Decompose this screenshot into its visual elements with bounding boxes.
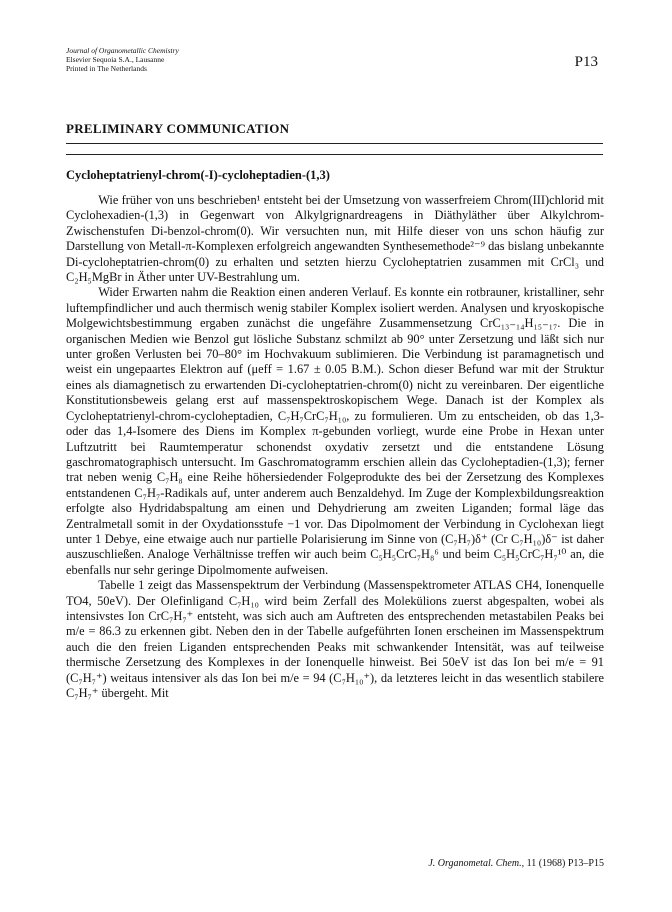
page-number: P13 — [574, 54, 598, 70]
body-paragraph-2: Wider Erwarten nahm die Reaktion einen anderen Verlauf. Es konnte ein rotbrauner, kristalliner, sehr luftempfindlicher und auch thermisch wenig stabiler Komplex isoliert werden. Analysen und kryoskopische Molgewichtsbestimmung ergaben zunächst die ungefähre Zusammensetzung CrC₁₃₋₁₄H₁₅₋₁₇. Die in organischen Medien wie Benzol gut lösliche Substanz schmilzt ab 90° unter Zersetzung und läßt sich nur unter großen Verlusten bei 70–80° im Hochvakuum sublimieren. Die Verbindung ist paramagnetisch und weist ein ungepaartes Elektron auf (μeff = 1.67 ± 0.05 B.M.). Schon dieser Befund war mit der Struktur eines als diamagnetisch zu erwartenden Di-cycloheptatrien-chrom(0) nicht zu vereinbaren. Der eigentliche Konstitutionsbeweis gelang erst auf massenspektroskopischem Wege. Danach ist der Komplex als Cycloheptatrienyl-chrom-cycloheptadien, C₇H₇CrC₇H₁₀, zu formulieren. Um zu entscheiden, ob das 1,3- oder das 1,4-Isomere des Diens im Komplex π-gebunden vorliegt, wurde eine Probe in Hexan unter Luftzutritt bei Raumtemperatur schonendst oxydativ zersetzt und die entstandene Lösung gaschromatographisch untersucht. Im Gaschromatogramm erschien allein das Cycloheptadien-(1,3); ferner trat neben wenig C₇H₈ eine Reihe höhersiedender Folgeprodukte des bei der Zersetzung des Komplexes entstandenen C₇H₇-Radikals auf, unter anderem auch Benzaldehyd. Im Zuge der Komplexbildungsreaktion erfolgte also Hydridabspaltung am einen und Dehydrierung am zweiten Liganden; formal läge das Zentralmetall somit in der Oxydationsstufe −1 vor. Das Dipolmoment der Verbindung in Cyclohexan liegt unter 1 Debye, eine etwaige auch nur partielle Polarisierung im Sinne von (C₇H₇)δ⁺ (Cr C₇H₁₀)δ⁻ ist daher auszuschließen. Analoge Verhältnisse treffen wir auch beim C₅H₅CrC₇H₈⁶ und beim C₅H₅CrC₇H₇¹⁰ an, die ebenfalls nur sehr geringe Dipolmomente aufweisen. — [66, 285, 604, 577]
publisher-line: Elsevier Sequoia S.A., Lausanne — [66, 55, 165, 64]
citation-footer — [428, 858, 604, 869]
footer-journal: J. Organometal. Chem., — [428, 858, 525, 869]
journal-header — [66, 46, 179, 73]
article-body — [66, 193, 604, 701]
bottom-rule — [66, 154, 603, 155]
body-paragraph-1: Wie früher von uns beschrieben¹ entsteht bei der Umsetzung von wasserfreiem Chrom(III)chlorid mit Cyclohexadien-(1,3) in Gegenwart von Alkylgrignardreagens in Diäthyläther über Alkylchrom-Zwischenstufen Di-benzol-chrom(0). Wir versuchten nun, mit Hilfe dieser von uns schon häufig zur Darstellung von Metall-π-Komplexen erfolgreich angewandten Synthesemethode²⁻⁹ das bislang unbekannte Di-cycloheptatrien-chrom(0) zu erhalten und setzten hierzu Cycloheptatrien zusammen mit CrCl₃ und C₂H₅MgBr in Äther unter UV-Bestrahlung um. — [66, 193, 604, 285]
article-title: Cycloheptatrienyl-chrom(-I)-cycloheptadien-(1,3) — [66, 168, 330, 182]
journal-name: Journal of Organometallic Chemistry — [66, 46, 179, 55]
section-title: PRELIMINARY COMMUNICATION — [66, 121, 290, 136]
footer-citation: 11 (1968) P13–P15 — [526, 858, 604, 869]
body-paragraph-3: Tabelle 1 zeigt das Massenspektrum der Verbindung (Massenspektrometer ATLAS CH4, Ionenquelle TO4, 50eV). Der Olefinligand C₇H₁₀ wird beim Zerfall des Molekülions zuerst abgespalten, wobei als intensivstes Ion CrC₇H₇⁺ entsteht, was sich auch am Auftreten des entsprechenden metastabilen Peaks bei m/e = 86.3 zu erkennen gibt. Neben den in der Tabelle aufgeführten Ionen erscheinen im Massenspektrum auch die den freien Liganden entsprechenden Peaks mit schwankender Intensität, was auf teilweise thermische Zersetzung des Komplexes in der Ionenquelle hinweist. Bei 50eV ist das Ion bei m/e = 91 (C₇H₇⁺) weitaus intensiver als das Ion bei m/e = 94 (C₇H₁₀⁺), da letzteres leicht in das wesentlich stabilere C₇H₇⁺ übergeht. Mit — [66, 578, 604, 700]
printed-line: Printed in The Netherlands — [66, 64, 147, 73]
top-rule — [66, 143, 603, 144]
